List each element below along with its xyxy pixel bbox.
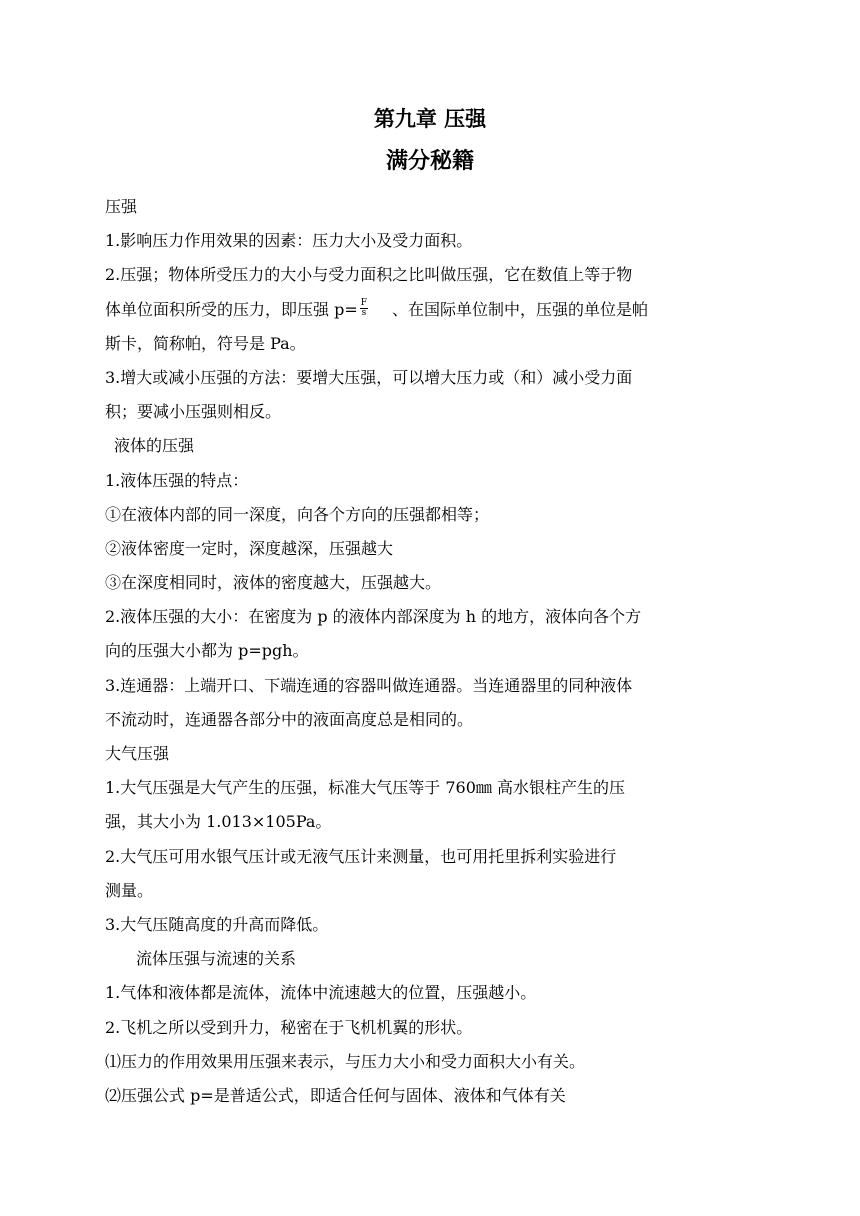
formula-prefix-text: 体单位面积所受的压力，即压强 p= <box>105 299 358 319</box>
paragraph-line: ①在液体内部的同一深度，向各个方向的压强都相等； <box>105 504 490 524</box>
paragraph-line-with-formula <box>105 293 685 327</box>
paragraph-line: 2.压强；物体所受压力的大小与受力面积之比叫做压强，它在数值上等于物 <box>105 265 633 285</box>
paragraph-line: 向的压强大小都为 p=pgh。 <box>105 641 309 661</box>
chapter-title: 第九章 压强 <box>373 106 487 131</box>
paragraph-line: ③在深度相同时，液体的密度越大，压强越大。 <box>105 573 442 593</box>
paragraph-line: ⑴压力的作用效果用压强来表示，与压力大小和受力面积大小有关。 <box>105 1051 586 1071</box>
paragraph-line: 2.液体压强的大小：在密度为 p 的液体内部深度为 h 的地方，液体向各个方 <box>105 607 642 627</box>
paragraph-line: 2.飞机之所以受到升力，秘密在于飞机机翼的形状。 <box>105 1017 473 1037</box>
paragraph-line: ②液体密度一定时，深度越深，压强越大 <box>105 538 394 558</box>
paragraph-line: 1.气体和液体都是流体，流体中流速越大的位置，压强越小。 <box>105 983 537 1003</box>
paragraph-line: 斯卡，简称帕，符号是 Pa。 <box>105 333 306 353</box>
paragraph-line: 测量。 <box>105 880 154 900</box>
paragraph-line: 3.增大或减小压强的方法：要增大压强，可以增大压力或（和）减小受力面 <box>105 367 633 387</box>
paragraph-line: 1.液体压强的特点： <box>105 470 249 490</box>
section-heading-fluid-pressure: 流体压强与流速的关系 <box>136 949 297 969</box>
section-heading-atmospheric-pressure: 大气压强 <box>105 744 170 763</box>
paragraph-line: 1.大气压强是大气产生的压强，标准大气压等于 760㎜ 高水银柱产生的压 <box>105 778 625 798</box>
chapter-subtitle: 满分秘籍 <box>385 148 474 174</box>
section-heading-pressure: 压强 <box>105 197 138 216</box>
fraction-numerator: F <box>360 297 367 308</box>
paragraph-line: 积；要减小压强则相反。 <box>105 402 282 422</box>
paragraph-line: 1.影响压力作用效果的因素：压力大小及受力面积。 <box>105 231 473 251</box>
pressure-formula-fraction <box>360 299 368 318</box>
paragraph-line: ⑵压强公式 p=是普适公式，即适合任何与固体、液体和气体有关 <box>105 1085 566 1105</box>
paragraph-line: 强，其大小为 1.013×105Pa。 <box>105 812 332 832</box>
formula-suffix-text: 、在国际单位制中，压强的单位是帕 <box>392 299 649 319</box>
paragraph-line: 不流动时，连通器各部分中的液面高度总是相同的。 <box>105 709 474 729</box>
fraction-denominator: s <box>361 307 367 318</box>
paragraph-line: 3.连通器：上端开口、下端连通的容器叫做连通器。当连通器里的同种液体 <box>105 675 633 695</box>
section-heading-liquid-pressure: 液体的压强 <box>114 436 195 456</box>
paragraph-line: 3.大气压随高度的升高而降低。 <box>105 914 329 934</box>
document-body <box>105 190 685 1113</box>
paragraph-line: 2.大气压可用水银气压计或无液气压计来测量，也可用托里拆利实验进行 <box>105 846 617 866</box>
